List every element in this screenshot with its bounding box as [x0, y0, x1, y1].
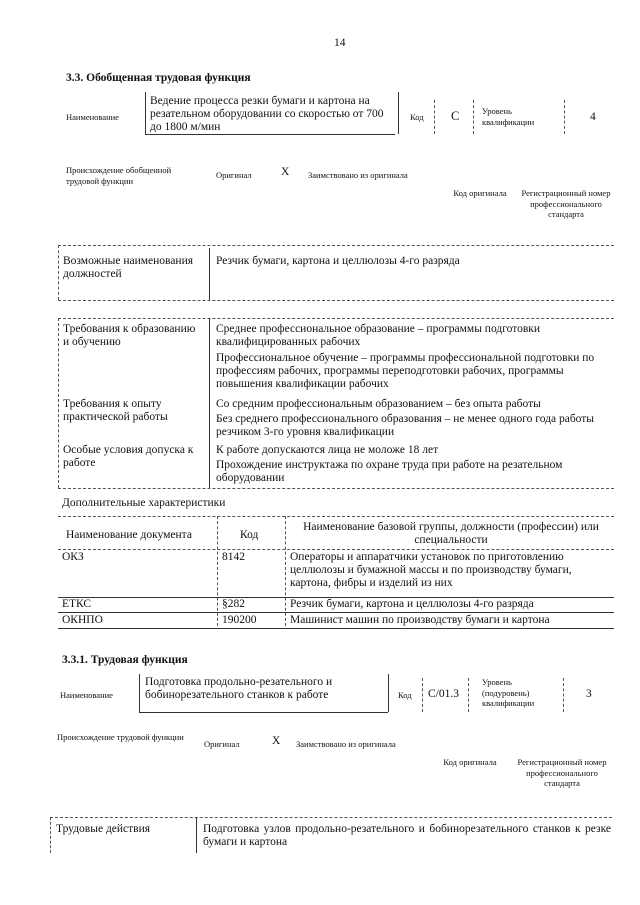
origin-label: Происхождение обобщенной трудовой функции: [66, 165, 172, 186]
req-education-line-1: Среднее профессиональное образование – программы подготовки квалифицированных рабочих: [216, 323, 541, 348]
original-mark: X: [281, 166, 290, 178]
header-doc: Наименование документа: [66, 529, 192, 541]
function-original-mark: X: [272, 735, 281, 747]
function-origin-label: Происхождение трудовой функции: [57, 732, 184, 742]
function-orig-code-label: Код оригинала: [443, 757, 497, 767]
code-value: C: [451, 109, 460, 123]
page-number: 14: [334, 37, 346, 49]
header-name: Наименование базовой группы, должности (профессии) или специальности: [303, 521, 599, 546]
function-heading: 3.3.1. Трудовая функция: [62, 654, 188, 666]
code-label: Код: [410, 112, 424, 122]
function-level-label: Уровень (подуровень) квалификации: [482, 677, 535, 708]
function-level-value: 3: [586, 688, 592, 700]
oknpo-doc: ОКНПО: [62, 614, 103, 626]
reg-number-label: Регистрационный номер профессионального стандарта: [521, 188, 611, 219]
okz-code: 8142: [222, 551, 245, 563]
function-name-label: Наименование: [60, 690, 113, 700]
orig-code-label: Код оригинала: [453, 188, 507, 198]
section-heading: 3.3. Обобщенная трудовая функция: [66, 72, 251, 84]
req-education-line-2: Профессиональное обучение – программы профессиональной подготовки по профессиям рабочих, программы переподготовки рабочих, программы повышения квалификации рабочих: [216, 352, 595, 390]
function-original-label: Оригинал: [204, 739, 240, 749]
actions-value: Подготовка узлов продольно-резательного и бобинорезательного станков к резке бумаги и картона: [203, 823, 611, 848]
oknpo-name: Машинист машин по производству бумаги и картона: [290, 614, 550, 626]
actions-label: Трудовые действия: [56, 823, 151, 835]
level-label: Уровень квалификации: [482, 106, 535, 127]
additional-title: Дополнительные характеристики: [62, 497, 226, 509]
req-experience-label: Требования к опыту практической работы: [63, 398, 168, 423]
function-borrowed-label: Заимствовано из оригинала: [296, 739, 396, 749]
etks-code: §282: [222, 598, 245, 610]
req-conditions-line-2: Прохождение инструктажа по охране труда при работе на резательном оборудовании: [216, 459, 563, 484]
req-experience-line-2: Без среднего профессионального образования – не менее одного года работы резчиком 3-го уровня квалификации: [216, 413, 595, 438]
header-code: Код: [240, 529, 259, 541]
function-name: Ведение процесса резки бумаги и картона на резательном оборудовании со скоростью от 700 до 1800 м/мин: [150, 95, 384, 133]
oknpo-code: 190200: [222, 614, 257, 626]
req-education-label: Требования к образованию и обучению: [63, 323, 196, 348]
level-value: 4: [590, 111, 596, 123]
original-label: Оригинал: [216, 170, 252, 180]
name-label: Наименование: [66, 112, 119, 122]
okz-name: Операторы и аппаратчики установок по приготовлению целлюлозы и бумажной массы и по производству бумаги, картона, фибры и изделий из них: [290, 551, 572, 589]
positions-value: Резчик бумаги, картона и целлюлозы 4-го разряда: [216, 255, 460, 267]
req-conditions-line-1: К работе допускаются лица не моложе 18 лет: [216, 444, 439, 456]
function-name: Подготовка продольно-резательного и бобинорезательного станков к работе: [145, 676, 333, 701]
function-reg-number-label: Регистрационный номер профессионального стандарта: [517, 757, 607, 788]
etks-doc: ЕТКС: [62, 598, 92, 610]
positions-label: Возможные наименования должностей: [63, 255, 194, 280]
function-code-value: C/01.3: [428, 688, 459, 700]
etks-name: Резчик бумаги, картона и целлюлозы 4-го разряда: [290, 598, 534, 610]
req-experience-line-1: Со средним профессиональным образованием – без опыта работы: [216, 398, 541, 410]
req-conditions-label: Особые условия допуска к работе: [63, 444, 194, 469]
okz-doc: ОКЗ: [62, 551, 84, 563]
borrowed-label: Заимствовано из оригинала: [308, 170, 408, 180]
function-code-label: Код: [398, 690, 412, 700]
